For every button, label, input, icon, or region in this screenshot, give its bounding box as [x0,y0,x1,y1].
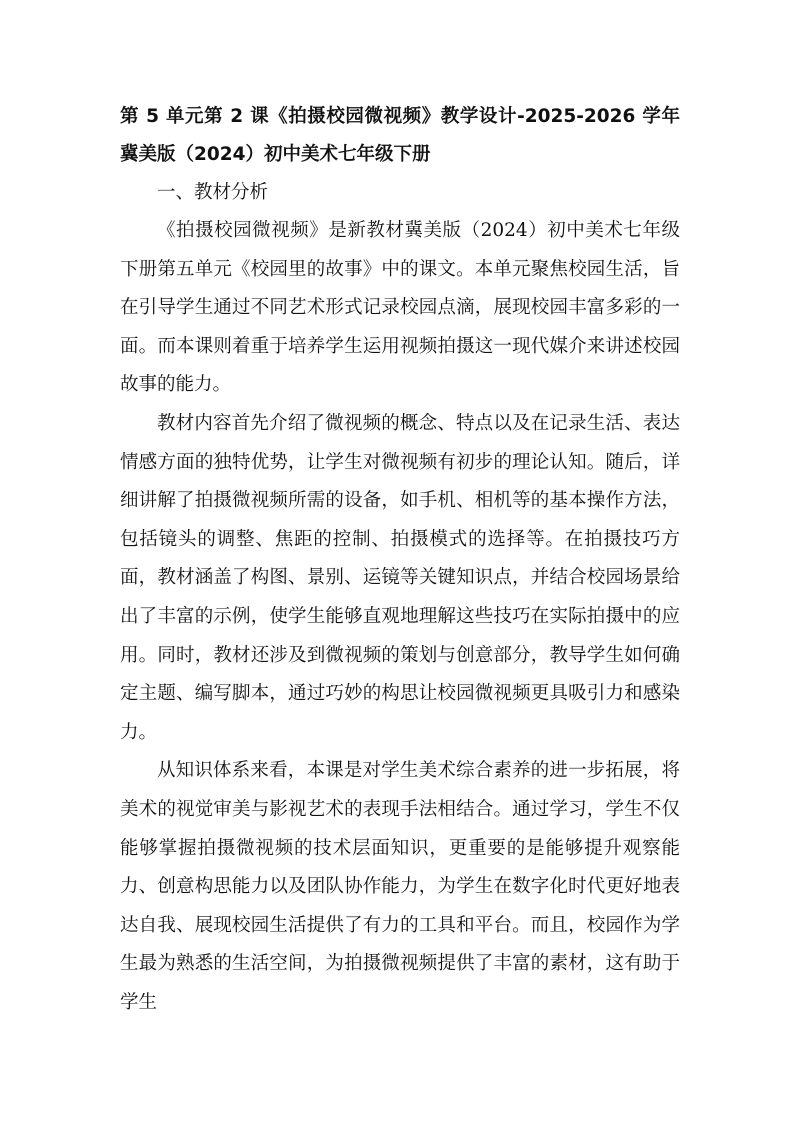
section-heading: 一、教材分析 [157,182,269,203]
paragraph-1: 《拍摄校园微视频》是新教材冀美版（2024）初中美术七年级下册第五单元《校园里的故事》中的课文。本单元聚焦校园生活，旨在引导学生通过不同艺术形式记录校园点滴，展现校园丰富多彩的一面。而本课则着重于培养学生运用视频拍摄这一现代媒介来讲述校园故事的能力。 [120,220,680,396]
paragraph-3: 从知识体系来看，本课是对学生美术综合素养的进一步拓展，将美术的视觉审美与影视艺术的表现手法相结合。通过学习，学生不仅能够掌握拍摄微视频的技术层面知识，更重要的是能够提升观察能力、创意构思能力以及团队协作能力，为学生在数字化时代更好地表达自我、展现校园生活提供了有力的工具和平台。而且，校园作为学生最为熟悉的生活空间，为拍摄微视频提供了丰富的素材，这有助于学生 [120,760,680,1013]
document-title: 第 5 单元第 2 课《拍摄校园微视频》教学设计-2025-2026 学年冀美版（2024）初中美术七年级下册 [120,106,680,165]
paragraph-2: 教材内容首先介绍了微视频的概念、特点以及在记录生活、表达情感方面的独特优势，让学生对微视频有初步的理论认知。随后，详细讲解了拍摄微视频所需的设备，如手机、相机等的基本操作方法，包括镜头的调整、焦距的控制、拍摄模式的选择等。在拍摄技巧方面，教材涵盖了构图、景别、运镜等关键知识点，并结合校园场景给出了丰富的示例，使学生能够直观地理解这些技巧在实际拍摄中的应用。同时，教材还涉及到微视频的策划与创意部分，教导学生如何确定主题、编写脚本，通过巧妙的构思让校园微视频更具吸引力和感染力。 [120,412,680,743]
document-body [120,98,680,1022]
